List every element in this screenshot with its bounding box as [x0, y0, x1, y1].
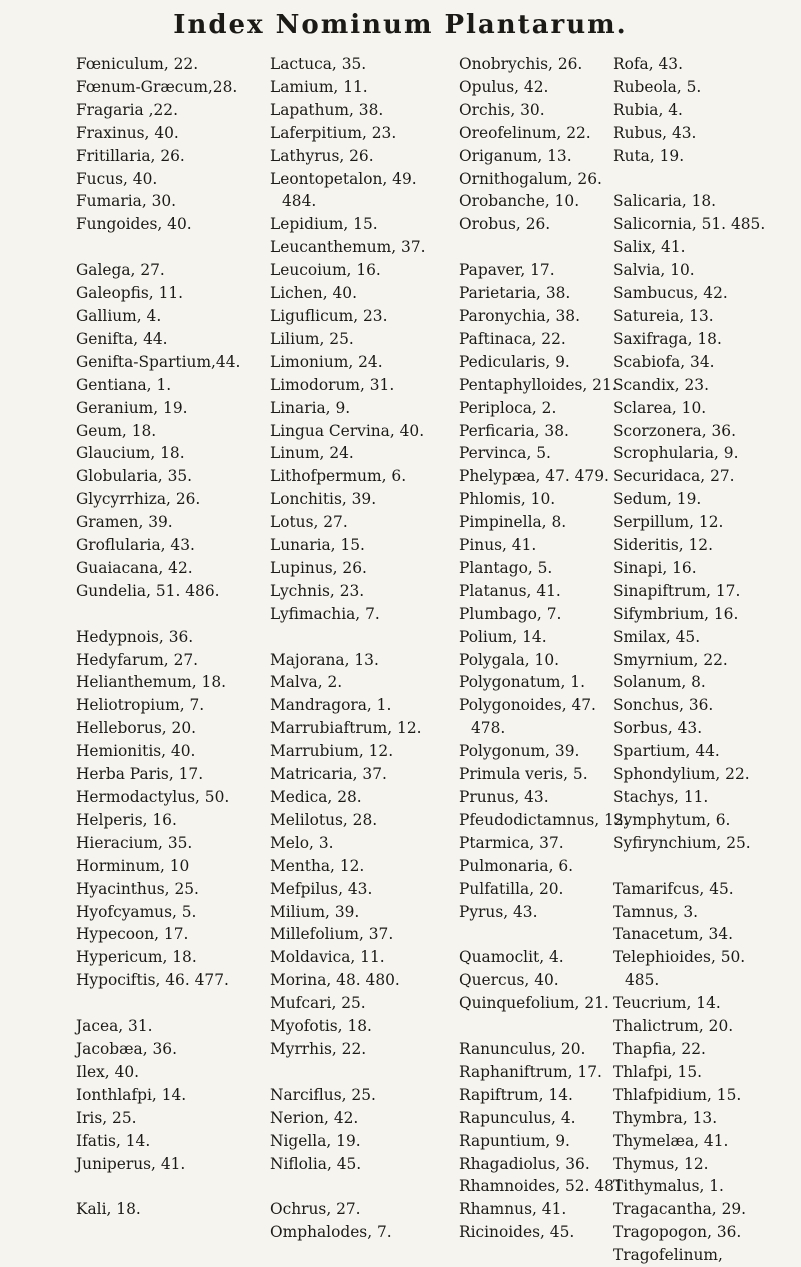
index-entry: Opulus, 42. [459, 77, 549, 96]
index-entry: Sedum, 19. [613, 490, 702, 509]
index-entry: Malva, 2. [270, 673, 343, 692]
index-entry: Fœnum-Græcum,28. [76, 77, 238, 96]
index-entry: Perficaria, 38. [459, 421, 569, 440]
index-entry: Herba Paris, 17. [76, 765, 204, 784]
index-entry: Thalictrum, 20. [613, 1017, 734, 1036]
index-entry: Sambucus, 42. [613, 284, 728, 303]
index-entry: Polygonoides, 47. [459, 696, 596, 715]
index-entry: Hypociftis, 46. 477. [76, 971, 229, 990]
index-entry: Lyfimachia, 7. [270, 604, 380, 623]
index-entry: Limonium, 24. [270, 352, 383, 371]
index-entry: Smyrnium, 22. [613, 650, 728, 669]
index-entry: Tragacantha, 29. [613, 1200, 747, 1219]
index-entry: 478. [471, 719, 506, 738]
index-entry: Juniperus, 41. [76, 1154, 186, 1173]
index-entry: Linum, 24. [270, 444, 354, 463]
index-entry: Rubus, 43. [613, 123, 697, 142]
index-entry: Pyrus, 43. [459, 902, 538, 921]
index-entry: Glycyrrhiza, 26. [76, 490, 201, 509]
index-entry: Sorbus, 43. [613, 719, 703, 738]
index-entry: Jacea, 31. [76, 1017, 153, 1036]
index-entry: Onobrychis, 26. [459, 55, 583, 73]
spacer [270, 1175, 470, 1198]
index-entry: Liguflicum, 23. [270, 306, 388, 325]
index-entry: Salvia, 10. [613, 261, 695, 280]
index-entry: Phelypæa, 47. 479. [459, 467, 609, 486]
index-entry: Spartium, 44. [613, 742, 720, 761]
index-entry: Galeopfis, 11. [76, 284, 184, 303]
index-entry: Lilium, 25. [270, 329, 354, 348]
index-entry: Niflolia, 45. [270, 1154, 362, 1173]
index-entry: Rubeola, 5. [613, 77, 702, 96]
index-entry: Marrubiaftrum, 12. [270, 719, 422, 738]
index-entry: Jacobæa, 36. [76, 1039, 177, 1058]
index-entry: Symphytum, 6. [613, 810, 731, 829]
index-entry: Rubia, 4. [613, 100, 683, 119]
index-entry: Scandix, 23. [613, 375, 709, 394]
index-entry: Origanum, 13. [459, 146, 572, 165]
index-entry: Omphalodes, 7. [270, 1223, 392, 1242]
index-column-3 [459, 53, 629, 1244]
index-entry: Ilex, 40. [76, 1062, 140, 1081]
index-entry: Polygonum, 39. [459, 742, 580, 761]
index-entry: Solanum, 8. [613, 673, 706, 692]
index-entry: Gallium, 4. [76, 306, 162, 325]
index-entry: Quamoclit, 4. [459, 948, 564, 967]
index-entry: Periploca, 2. [459, 398, 557, 417]
index-entry: Satureia, 13. [613, 306, 714, 325]
index-entry: Quercus, 40. [459, 971, 559, 990]
index-column-4 [613, 53, 798, 1267]
index-entry: Majorana, 13. [270, 650, 379, 669]
index-entry: Pinus, 41. [459, 536, 537, 555]
index-entry: Nerion, 42. [270, 1108, 359, 1127]
index-entry: Telephioides, 50. [613, 948, 746, 967]
index-entry: Ochrus, 27. [270, 1200, 361, 1219]
index-entry: Globularia, 35. [76, 467, 193, 486]
index-entry: Lotus, 27. [270, 513, 348, 532]
index-entry: Leucoium, 16. [270, 261, 381, 280]
index-entry: 485. [625, 971, 660, 990]
index-entry: Rapuntium, 9. [459, 1131, 570, 1150]
index-entry: Helperis, 16. [76, 810, 177, 829]
index-entry: Salicornia, 51. 485. [613, 215, 766, 234]
index-entry: Thapfia, 22. [613, 1039, 706, 1058]
index-entry: Lingua Cervina, 40. [270, 421, 425, 440]
index-entry: Leucanthemum, 37. [270, 238, 426, 257]
index-entry: Securidaca, 27. [613, 467, 735, 486]
index-entry: Thlafpidium, 15. [613, 1085, 742, 1104]
index-entry: Parietaria, 38. [459, 284, 571, 303]
index-entry: Ifatis, 14. [76, 1131, 151, 1150]
index-entry: Tanacetum, 34. [613, 925, 734, 944]
index-entry: Polium, 14. [459, 627, 547, 646]
index-entry: Ornithogalum, 26. [459, 169, 602, 188]
index-entry: Ionthlafpi, 14. [76, 1085, 187, 1104]
index-entry: Marrubium, 12. [270, 742, 394, 761]
index-entry: Tamarifcus, 45. [613, 879, 734, 898]
index-entry: Limodorum, 31. [270, 375, 395, 394]
index-entry: Rhagadiolus, 36. [459, 1154, 590, 1173]
index-entry: Myrrhis, 22. [270, 1039, 367, 1058]
index-entry: Scorzonera, 36. [613, 421, 736, 440]
index-entry: Guaiacana, 42. [76, 558, 193, 577]
index-entry: Mefpilus, 43. [270, 879, 373, 898]
index-entry: Paftinaca, 22. [459, 329, 566, 348]
index-entry: Fucus, 40. [76, 169, 158, 188]
index-entry: Geranium, 19. [76, 398, 188, 417]
index-entry: Prunus, 43. [459, 788, 549, 806]
index-entry: Hyacinthus, 25. [76, 879, 199, 898]
index-entry: Lapathum, 38. [270, 100, 384, 119]
index-entry: Thymelæa, 41. [613, 1131, 729, 1150]
index-entry: Hypericum, 18. [76, 948, 197, 967]
spacer [613, 855, 798, 878]
index-entry: Mufcari, 25. [270, 994, 366, 1013]
index-entry: Pimpinella, 8. [459, 513, 567, 532]
index-entry: Ricinoides, 45. [459, 1223, 575, 1242]
index-entry: Syfirynchium, 25. [613, 833, 751, 852]
index-entry: Nigella, 19. [270, 1131, 361, 1150]
index-entry: Raphaniftrum, 17. [459, 1062, 602, 1081]
index-entry: Medica, 28. [270, 788, 362, 806]
index-entry: Helleborus, 20. [76, 719, 197, 738]
index-entry: Pulfatilla, 20. [459, 879, 564, 898]
index-entry: Fœniculum, 22. [76, 55, 199, 73]
index-entry: Platanus, 41. [459, 581, 561, 600]
index-entry: Sinapi, 16. [613, 558, 697, 577]
spacer [613, 168, 798, 191]
index-entry: Sphondylium, 22. [613, 765, 750, 784]
spacer [76, 992, 266, 1015]
index-entry: Sideritis, 12. [613, 536, 713, 555]
index-entry: Paronychia, 38. [459, 306, 580, 325]
index-entry: Pfeudodictamnus, 12. [459, 810, 629, 829]
index-entry: Fraxinus, 40. [76, 123, 179, 142]
index-entry: Morina, 48. 480. [270, 971, 400, 990]
index-entry: Sonchus, 36. [613, 696, 714, 715]
index-entry: Iris, 25. [76, 1108, 137, 1127]
index-entry: Groflularia, 43. [76, 536, 195, 555]
index-entry: Geum, 18. [76, 421, 157, 440]
index-entry: Ruta, 19. [613, 146, 685, 165]
index-entry: Fritillaria, 26. [76, 146, 185, 165]
index-entry: Rhamnoides, 52. 481. [459, 1177, 629, 1196]
index-entry: 484. [282, 192, 317, 211]
index-entry: Hedypnois, 36. [76, 627, 194, 646]
index-entry: Pulmonaria, 6. [459, 856, 574, 875]
index-entry: Orchis, 30. [459, 100, 545, 119]
index-entry: Melo, 3. [270, 833, 334, 852]
index-entry: Thlafpi, 15. [613, 1062, 703, 1081]
index-entry: Leontopetalon, 49. [270, 169, 417, 188]
index-entry: Fumaria, 30. [76, 192, 177, 211]
index-entry: Galega, 27. [76, 261, 165, 280]
index-entry: Papaver, 17. [459, 261, 555, 280]
index-entry: Rapunculus, 4. [459, 1108, 576, 1127]
index-entry: Hermodactylus, 50. [76, 788, 230, 806]
index-entry: Moldavica, 11. [270, 948, 385, 967]
index-entry: Lithofpermum, 6. [270, 467, 407, 486]
index-entry: Tithymalus, 1. [613, 1177, 724, 1196]
index-entry: Mentha, 12. [270, 856, 365, 875]
spacer [270, 626, 470, 649]
index-entry: Gentiana, 1. [76, 375, 172, 394]
index-entry: Hieracium, 35. [76, 833, 193, 852]
index-entry: Plantago, 5. [459, 558, 553, 577]
index-entry: Lepidium, 15. [270, 215, 378, 234]
index-entry: Tamnus, 3. [613, 902, 699, 921]
index-entry: Scrophularia, 9. [613, 444, 739, 463]
index-entry: Orobanche, 10. [459, 192, 580, 211]
index-entry: Heliotropium, 7. [76, 696, 205, 715]
index-entry: Lathyrus, 26. [270, 146, 374, 165]
index-entry: Quinquefolium, 21. [459, 994, 609, 1013]
index-entry: Oreofelinum, 22. [459, 123, 591, 142]
index-entry: Genifta-Spartium,44. [76, 352, 241, 371]
index-entry: Primula veris, 5. [459, 765, 588, 784]
index-column-2 [270, 53, 470, 1244]
index-entry: Melilotus, 28. [270, 810, 378, 829]
spacer [459, 1015, 629, 1038]
index-entry: Serpillum, 12. [613, 513, 724, 532]
index-entry: Sclarea, 10. [613, 398, 707, 417]
index-entry: Pedicularis, 9. [459, 352, 570, 371]
index-entry: Thymus, 12. [613, 1154, 709, 1173]
index-entry: Fragaria ,22. [76, 100, 178, 119]
spacer [76, 1175, 266, 1198]
index-entry: Lonchitis, 39. [270, 490, 377, 509]
index-entry: Lupinus, 26. [270, 558, 367, 577]
index-entry: Lychnis, 23. [270, 581, 365, 600]
index-entry: Mandragora, 1. [270, 696, 392, 715]
index-entry: Hedyfarum, 27. [76, 650, 199, 669]
index-entry: Horminum, 10 [76, 856, 190, 875]
index-entry: Fungoides, 40. [76, 215, 192, 234]
index-entry: Phlomis, 10. [459, 490, 556, 509]
index-entry: Smilax, 45. [613, 627, 701, 646]
index-entry: Stachys, 11. [613, 788, 709, 806]
index-entry: Salicaria, 18. [613, 192, 717, 211]
spacer [270, 1061, 470, 1084]
index-entry: Ptarmica, 37. [459, 833, 564, 852]
index-entry: Pervinca, 5. [459, 444, 551, 463]
index-entry: Teucrium, 14. [613, 994, 721, 1013]
index-entry: Polygonatum, 1. [459, 673, 585, 692]
index-entry: Helianthemum, 18. [76, 673, 227, 692]
index-entry: Salix, 41. [613, 238, 686, 257]
index-entry: Gundelia, 51. 486. [76, 581, 220, 600]
index-entry: Thymbra, 13. [613, 1108, 718, 1127]
index-entry: Milium, 39. [270, 902, 360, 921]
spacer [459, 923, 629, 946]
index-entry: Kali, 18. [76, 1200, 141, 1219]
index-entry: Hyofcyamus, 5. [76, 902, 197, 921]
index-entry: Saxifraga, 18. [613, 329, 722, 348]
index-entry: Hypecoon, 17. [76, 925, 189, 944]
index-entry: Gramen, 39. [76, 513, 173, 532]
index-entry: Genifta, 44. [76, 329, 168, 348]
index-entry: Rhamnus, 41. [459, 1200, 567, 1219]
index-entry: Millefolium, 37. [270, 925, 394, 944]
index-entry: Tragopogon, 36. [613, 1223, 742, 1242]
index-entry: Ranunculus, 20. [459, 1039, 586, 1058]
index-entry: Polygala, 10. [459, 650, 560, 669]
index-column-1 [76, 53, 266, 1221]
index-entry: Sinapiftrum, 17. [613, 581, 741, 600]
index-entry: Plumbago, 7. [459, 604, 562, 623]
index-entry: Rofa, 43. [613, 55, 683, 73]
index-entry: Laferpitium, 23. [270, 123, 397, 142]
spacer [459, 236, 629, 259]
index-entry: Sifymbrium, 16. [613, 604, 739, 623]
index-entry: Pentaphylloides, 21. [459, 375, 617, 394]
index-entry: Orobus, 26. [459, 215, 551, 234]
index-entry: Tragofelinum, [613, 1246, 723, 1265]
index-entry: Lunaria, 15. [270, 536, 365, 555]
spacer [76, 603, 266, 626]
index-entry: Linaria, 9. [270, 398, 351, 417]
index-entry: Rapiftrum, 14. [459, 1085, 573, 1104]
index-entry: Myofotis, 18. [270, 1017, 372, 1036]
index-entry: Matricaria, 37. [270, 765, 387, 784]
index-entry: Scabiofa, 34. [613, 352, 715, 371]
index-entry: Glaucium, 18. [76, 444, 185, 463]
index-entry: Hemionitis, 40. [76, 742, 196, 761]
index-entry: Narciflus, 25. [270, 1085, 376, 1104]
index-entry: Lamium, 11. [270, 77, 368, 96]
index-entry: Lactuca, 35. [270, 55, 367, 73]
index-title: Index Nominum Plantarum. [173, 10, 628, 40]
index-entry: Lichen, 40. [270, 284, 357, 303]
spacer [76, 236, 266, 259]
